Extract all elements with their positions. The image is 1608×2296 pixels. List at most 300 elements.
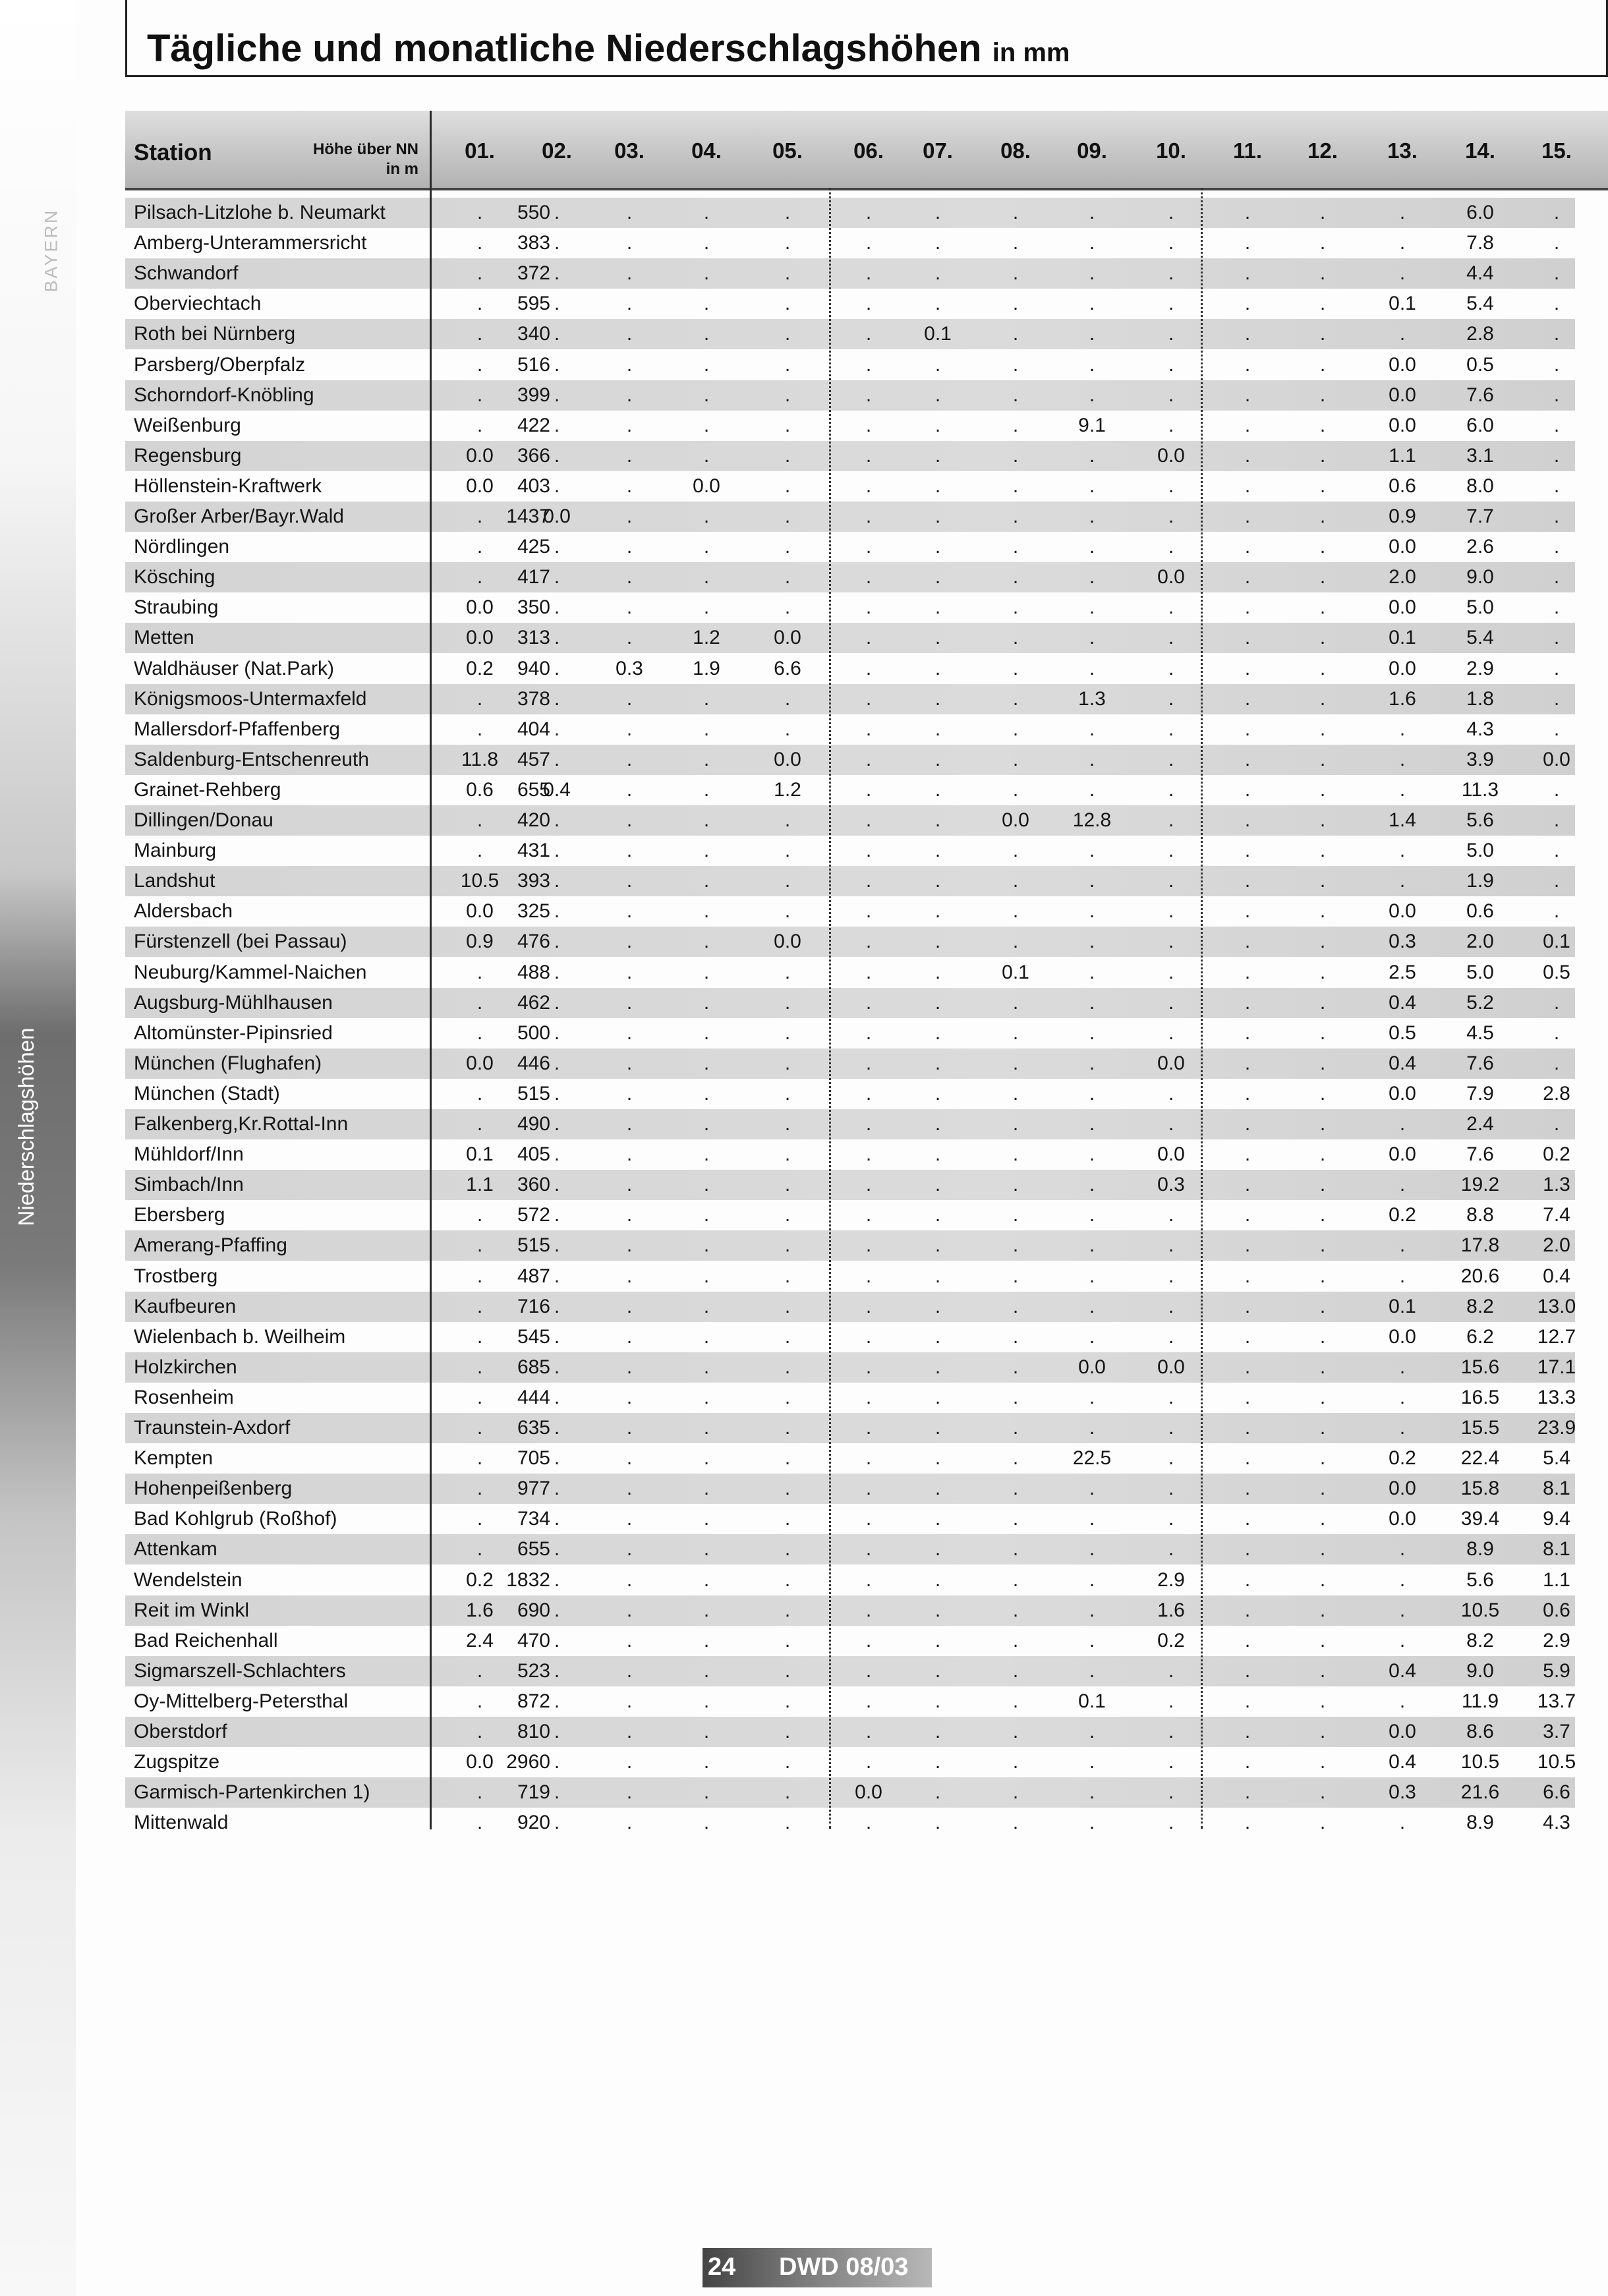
precip-day-4: . (703, 1690, 710, 1712)
precip-day-2: . (554, 1082, 560, 1105)
precip-day-8: . (1012, 566, 1019, 588)
station-elevation: 716 (517, 1295, 550, 1317)
precip-day-13: . (1399, 778, 1406, 801)
precip-day-10: . (1168, 1690, 1174, 1712)
station-name: Pilsach-Litzlohe b. Neumarkt (134, 202, 386, 223)
precip-day-9: . (1089, 384, 1095, 406)
station-name: Schorndorf-Knöbling (134, 384, 314, 406)
precip-day-12: . (1319, 1781, 1326, 1804)
table-row (125, 380, 1575, 411)
precip-day-1: 0.9 (466, 931, 494, 953)
station-elevation: 635 (517, 1417, 550, 1439)
station-elevation: 399 (517, 384, 550, 406)
precip-day-10: . (1168, 809, 1174, 831)
precip-day-11: . (1244, 1751, 1251, 1773)
precip-day-7: . (934, 1356, 941, 1378)
station-name: Wendelstein (134, 1568, 243, 1591)
precip-day-4: . (703, 900, 710, 923)
table-row (125, 988, 1575, 1018)
precip-day-3: . (626, 627, 633, 649)
precip-day-14: 7.6 (1466, 1052, 1494, 1074)
precip-day-4: . (703, 870, 710, 892)
station-elevation: 366 (517, 444, 550, 467)
precip-day-13: . (1399, 1568, 1406, 1591)
precip-day-6: . (865, 809, 872, 831)
precip-day-15: 0.1 (1543, 931, 1570, 953)
precip-day-7: . (934, 293, 941, 315)
precip-day-12: . (1319, 1478, 1326, 1500)
precip-day-13: 0.4 (1389, 991, 1416, 1014)
precip-day-1: . (476, 1812, 483, 1834)
precip-day-9: . (1089, 1234, 1095, 1257)
precip-day-3: . (626, 1143, 633, 1166)
precip-day-8: . (1012, 474, 1019, 497)
elevation-divider (430, 111, 432, 1829)
station-name: Bad Reichenhall (134, 1629, 278, 1651)
precip-day-14: 2.6 (1466, 536, 1494, 558)
precip-day-11: . (1244, 1629, 1251, 1651)
elevation-header-line1: Höhe über NN (312, 140, 418, 158)
precip-day-8: . (1012, 202, 1019, 223)
precip-day-1: 1.1 (466, 1174, 494, 1196)
precip-day-4: . (703, 1356, 710, 1378)
precip-day-12: . (1319, 505, 1326, 527)
precip-day-7: . (934, 444, 941, 467)
precip-day-7: . (934, 384, 941, 406)
precip-day-5: . (784, 1265, 791, 1287)
precip-day-10: . (1168, 1204, 1174, 1226)
precip-day-11: . (1244, 202, 1251, 223)
precip-day-15: . (1553, 900, 1560, 923)
precip-day-13: 0.6 (1389, 474, 1416, 497)
table-row (125, 1079, 1575, 1109)
precip-day-6: . (865, 1751, 872, 1773)
precip-day-13: . (1399, 1417, 1406, 1439)
precip-day-10: . (1168, 384, 1174, 406)
precip-day-15: . (1553, 536, 1560, 558)
precip-day-11: . (1244, 778, 1251, 801)
precip-day-14: 15.5 (1460, 1417, 1500, 1439)
precip-day-9: 22.5 (1072, 1447, 1112, 1470)
precip-day-9: . (1089, 1143, 1095, 1166)
precip-day-14: 8.0 (1466, 474, 1494, 497)
precip-day-12: . (1319, 1599, 1326, 1621)
precip-day-4: . (703, 1568, 710, 1591)
precip-day-15: 3.7 (1543, 1721, 1570, 1742)
precip-day-5: . (784, 262, 791, 285)
precip-day-10: . (1168, 991, 1174, 1014)
precip-day-7: . (934, 1447, 941, 1470)
precip-day-1: . (476, 293, 483, 315)
table-row (125, 958, 1575, 988)
precip-day-15: . (1553, 840, 1560, 862)
precip-day-3: . (626, 809, 633, 831)
station-elevation: 403 (517, 474, 550, 497)
station-elevation: 383 (517, 232, 550, 254)
precip-day-5: . (784, 1204, 791, 1226)
precip-day-1: . (476, 991, 483, 1014)
precip-day-6: . (865, 991, 872, 1014)
precip-day-8: . (1012, 1812, 1019, 1834)
precip-day-13: . (1399, 1690, 1406, 1712)
precip-day-6: . (865, 1143, 872, 1166)
table-row (125, 471, 1575, 502)
table-row (125, 745, 1575, 775)
station-elevation: 516 (517, 353, 550, 376)
precip-day-1: 0.0 (466, 596, 494, 619)
precip-day-15: . (1553, 991, 1560, 1014)
day-header-13: 13. (1387, 138, 1418, 163)
precip-day-11: . (1244, 384, 1251, 406)
precip-day-12: . (1319, 1174, 1326, 1196)
precip-day-10: . (1168, 1082, 1174, 1105)
precip-day-9: . (1089, 627, 1095, 649)
station-name: Bad Kohlgrub (Roßhof) (134, 1508, 337, 1530)
precip-day-8: . (1012, 1478, 1019, 1500)
precip-day-15: . (1553, 353, 1560, 376)
precip-day-10: . (1168, 1659, 1174, 1682)
table-row (125, 1504, 1575, 1534)
precip-day-6: . (865, 474, 872, 497)
precip-day-11: . (1244, 262, 1251, 285)
precip-day-2: . (554, 961, 560, 983)
station-elevation: 422 (517, 414, 550, 436)
precip-day-3: . (626, 536, 633, 558)
precip-day-5: . (784, 1447, 791, 1470)
day-header-10: 10. (1156, 138, 1186, 163)
precip-day-12: . (1319, 1052, 1326, 1074)
station-name: Landshut (134, 870, 215, 892)
precip-day-2: . (554, 1599, 560, 1621)
precip-day-3: . (626, 1751, 633, 1773)
precip-day-6: . (865, 293, 872, 315)
day-header-5: 05. (772, 138, 803, 163)
day-header-6: 06. (853, 138, 884, 163)
station-elevation: 515 (517, 1234, 550, 1257)
precip-day-6: . (865, 202, 872, 223)
table-row (125, 866, 1575, 896)
precip-day-7: . (934, 1508, 941, 1530)
precip-day-3: . (626, 718, 633, 740)
precip-day-10: . (1168, 1234, 1174, 1257)
precip-day-13: 0.0 (1389, 353, 1416, 376)
precip-day-14: 7.7 (1466, 505, 1494, 527)
precip-day-7: . (934, 870, 941, 892)
precip-day-10: 0.0 (1157, 1052, 1185, 1074)
precip-day-15: 7.4 (1543, 1204, 1570, 1226)
precip-day-14: 5.6 (1466, 809, 1494, 831)
precip-day-1: . (476, 1508, 483, 1530)
precip-day-8: . (1012, 1143, 1019, 1166)
precip-day-14: 5.0 (1466, 961, 1494, 983)
precip-day-14: 22.4 (1460, 1447, 1500, 1470)
precip-day-10: . (1168, 1538, 1174, 1561)
station-name: Altomünster-Pipinsried (134, 1021, 333, 1044)
precip-day-12: . (1319, 1447, 1326, 1470)
precip-day-7: . (934, 536, 941, 558)
precip-day-15: 1.3 (1543, 1174, 1570, 1196)
precip-day-3: . (626, 323, 633, 345)
precip-day-12: . (1319, 991, 1326, 1014)
precip-day-14: 15.6 (1460, 1356, 1500, 1378)
precip-day-14: 5.6 (1466, 1568, 1494, 1591)
precip-day-11: . (1244, 1447, 1251, 1470)
precip-day-9: . (1089, 596, 1095, 619)
precip-day-8: . (1012, 718, 1019, 740)
precip-day-7: . (934, 687, 941, 710)
precip-day-12: . (1319, 1508, 1326, 1530)
precip-day-9: . (1089, 991, 1095, 1014)
precip-day-8: . (1012, 1082, 1019, 1105)
precip-day-12: . (1319, 870, 1326, 892)
precip-day-1: 0.0 (466, 900, 494, 923)
precip-day-8: . (1012, 505, 1019, 527)
precip-day-13: 0.4 (1389, 1052, 1416, 1074)
precip-day-13: . (1399, 232, 1406, 254)
table-row (125, 623, 1575, 653)
precip-day-11: . (1244, 961, 1251, 983)
precip-day-3: . (626, 1447, 633, 1470)
precip-day-8: . (1012, 414, 1019, 436)
precip-day-11: . (1244, 293, 1251, 315)
precip-day-2: . (554, 900, 560, 923)
precip-day-5: . (784, 1174, 791, 1196)
precip-day-11: . (1244, 1721, 1251, 1742)
precip-day-2: . (554, 474, 560, 497)
precip-day-9: . (1089, 748, 1095, 770)
issue-code: DWD 08/03 (779, 2253, 909, 2281)
precip-day-14: 8.8 (1466, 1204, 1494, 1226)
precip-day-6: . (865, 1325, 872, 1348)
precip-day-11: . (1244, 414, 1251, 436)
precip-day-1: . (476, 1082, 483, 1105)
precip-day-11: . (1244, 1234, 1251, 1257)
precip-day-4: . (703, 1781, 710, 1804)
precip-day-2: . (554, 809, 560, 831)
precip-day-2: . (554, 687, 560, 710)
precip-day-10: . (1168, 1386, 1174, 1408)
precip-day-2: . (554, 1234, 560, 1257)
station-elevation: 431 (517, 840, 550, 862)
precip-day-8: . (1012, 1417, 1019, 1439)
precip-day-12: . (1319, 1721, 1326, 1742)
precip-day-14: 11.9 (1461, 1690, 1499, 1712)
precip-day-3: . (626, 1356, 633, 1378)
station-name: Rosenheim (134, 1386, 234, 1408)
precip-day-11: . (1244, 596, 1251, 619)
precip-day-13: . (1399, 323, 1406, 345)
precip-day-2: . (554, 1538, 560, 1561)
precip-day-5: . (784, 1417, 791, 1439)
precip-day-12: . (1319, 1538, 1326, 1561)
precip-day-4: . (703, 1538, 710, 1561)
precip-day-10: . (1168, 262, 1174, 285)
precip-day-7: . (934, 718, 941, 740)
precip-day-8: . (1012, 293, 1019, 315)
precip-day-7: . (934, 1113, 941, 1135)
precip-day-7: . (934, 1052, 941, 1074)
precip-day-1: 10.5 (460, 870, 500, 892)
precip-day-15: 23.9 (1537, 1417, 1576, 1439)
precip-day-7: . (934, 1082, 941, 1105)
precip-day-15: . (1553, 414, 1560, 436)
precip-day-4: . (703, 1751, 710, 1773)
precip-day-5: . (784, 1812, 791, 1834)
precip-day-10: . (1168, 232, 1174, 254)
precip-day-3: . (626, 1538, 633, 1561)
precip-day-15: . (1553, 870, 1560, 892)
precip-day-6: . (865, 1812, 872, 1834)
precip-day-15: 0.2 (1543, 1143, 1570, 1166)
table-row (125, 562, 1575, 592)
precip-day-14: 39.4 (1460, 1508, 1500, 1530)
precip-day-6: . (865, 687, 872, 710)
precip-day-4: . (703, 202, 710, 223)
precip-day-6: . (865, 1568, 872, 1591)
precip-day-6: . (865, 1082, 872, 1105)
precip-day-10: . (1168, 870, 1174, 892)
precip-day-4: 1.2 (693, 627, 720, 649)
precip-day-1: 0.0 (466, 444, 494, 467)
station-name: Schwandorf (134, 262, 239, 285)
table-row (125, 714, 1575, 745)
precip-day-8: . (1012, 1052, 1019, 1074)
precip-day-5: . (784, 900, 791, 923)
precip-day-13: 0.0 (1389, 536, 1416, 558)
precip-day-7: . (934, 748, 941, 770)
precip-day-10: . (1168, 1812, 1174, 1834)
precip-day-11: . (1244, 1812, 1251, 1834)
precip-day-2: . (554, 1386, 560, 1408)
precip-day-5: . (784, 1538, 791, 1561)
precip-day-14: 0.5 (1466, 353, 1494, 376)
station-elevation: 734 (517, 1508, 550, 1530)
precip-day-11: . (1244, 1417, 1251, 1439)
precip-day-15: 5.9 (1543, 1659, 1570, 1682)
precip-day-8: . (1012, 1751, 1019, 1773)
station-name: Höllenstein-Kraftwerk (134, 474, 322, 497)
station-name: München (Stadt) (134, 1082, 280, 1105)
precip-day-12: . (1319, 778, 1326, 801)
precip-day-8: . (1012, 870, 1019, 892)
page-footer (703, 2248, 932, 2287)
station-elevation: 420 (517, 809, 550, 831)
precip-day-15: 8.1 (1543, 1478, 1570, 1500)
precip-day-13: . (1399, 1538, 1406, 1561)
precip-day-5: . (784, 505, 791, 527)
precip-day-14: 3.9 (1466, 748, 1494, 770)
precip-day-5: . (784, 1599, 791, 1621)
precip-day-6: . (865, 870, 872, 892)
precip-day-8: . (1012, 1508, 1019, 1530)
precip-day-1: . (476, 718, 483, 740)
precip-day-9: . (1089, 870, 1095, 892)
precip-day-9: 1.3 (1078, 687, 1106, 710)
precip-day-7: . (934, 840, 941, 862)
precip-day-13: 0.4 (1389, 1659, 1416, 1682)
precip-day-13: 0.0 (1389, 1478, 1416, 1500)
precip-day-1: 0.6 (466, 778, 494, 801)
precip-day-3: . (626, 840, 633, 862)
header-rule (125, 188, 1608, 190)
precip-day-7: . (934, 1204, 941, 1226)
precip-day-15: . (1553, 202, 1560, 223)
precip-day-8: . (1012, 1113, 1019, 1135)
station-name: Kaufbeuren (134, 1295, 237, 1317)
precip-day-7: . (934, 1325, 941, 1348)
precip-day-4: . (703, 778, 710, 801)
precip-day-12: . (1319, 718, 1326, 740)
precip-day-14: 5.4 (1466, 293, 1494, 315)
precip-day-3: . (626, 1174, 633, 1196)
precip-day-6: . (865, 566, 872, 588)
precip-day-10: . (1168, 627, 1174, 649)
precip-day-6: 0.0 (855, 1781, 882, 1804)
station-name: Metten (134, 627, 194, 649)
precip-day-5: . (784, 1781, 791, 1804)
precip-day-13: 1.4 (1389, 809, 1416, 831)
precip-day-3: . (626, 1568, 633, 1591)
precip-day-9: . (1089, 931, 1095, 953)
precip-day-10: . (1168, 1478, 1174, 1500)
precip-day-4: . (703, 931, 710, 953)
precip-day-9: . (1089, 1082, 1095, 1105)
station-elevation: 515 (517, 1082, 550, 1105)
day-header-3: 03. (614, 138, 645, 163)
precip-day-3: . (626, 1781, 633, 1804)
precip-day-6: . (865, 1356, 872, 1378)
precip-day-7: . (934, 1295, 941, 1317)
precip-day-4: . (703, 414, 710, 436)
precip-day-12: . (1319, 961, 1326, 983)
precip-day-11: . (1244, 1082, 1251, 1105)
precip-day-8: . (1012, 900, 1019, 923)
table-row (125, 1352, 1575, 1383)
precip-day-12: . (1319, 1082, 1326, 1105)
precip-day-1: . (476, 687, 483, 710)
table-row (125, 775, 1575, 805)
precip-day-14: 17.8 (1460, 1234, 1500, 1257)
station-name: Holzkirchen (134, 1356, 237, 1378)
table-row (125, 1686, 1575, 1717)
precip-day-5: . (784, 687, 791, 710)
precip-day-6: . (865, 444, 872, 467)
precip-day-15: 13.0 (1537, 1295, 1576, 1317)
precip-day-15: 5.4 (1543, 1447, 1570, 1470)
precip-day-13: 0.0 (1389, 414, 1416, 436)
precip-day-10: . (1168, 840, 1174, 862)
station-elevation: 393 (517, 870, 550, 892)
precip-day-3: . (626, 505, 633, 527)
precip-day-5: 0.0 (774, 627, 801, 649)
precip-day-8: . (1012, 1781, 1019, 1804)
precip-day-5: . (784, 1113, 791, 1135)
table-row (125, 502, 1575, 532)
precip-day-9: . (1089, 232, 1095, 254)
precip-day-9: 0.1 (1078, 1690, 1106, 1712)
precip-day-8: . (1012, 384, 1019, 406)
precip-day-7: . (934, 1021, 941, 1044)
title-box (125, 0, 1608, 77)
precip-day-4: . (703, 293, 710, 315)
precip-day-7: . (934, 1568, 941, 1591)
precip-day-15: . (1553, 1021, 1560, 1044)
precip-day-8: . (1012, 353, 1019, 376)
precip-day-5: . (784, 1052, 791, 1074)
precip-day-3: . (626, 1295, 633, 1317)
precip-day-14: 5.0 (1466, 596, 1494, 619)
precip-day-12: . (1319, 1021, 1326, 1044)
